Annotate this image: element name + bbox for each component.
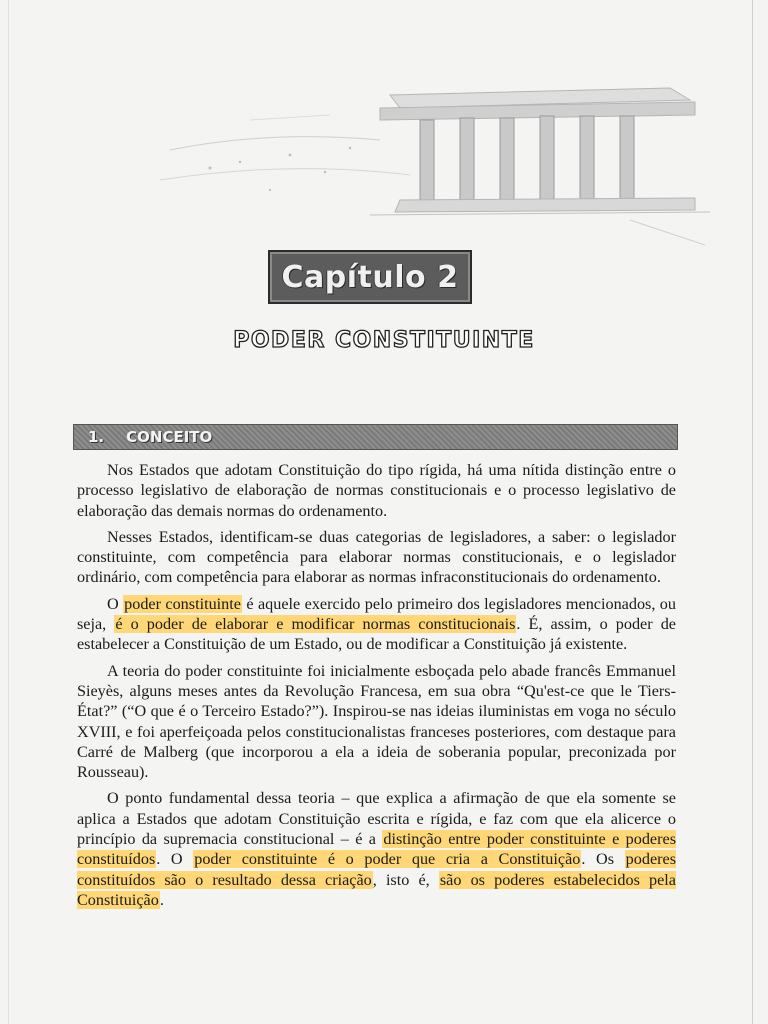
section-heading-bar	[73, 424, 678, 450]
classical-building-illustration	[150, 60, 710, 260]
section-title: CONCEITO	[126, 428, 213, 446]
chapter-label: Capítulo 2	[281, 259, 459, 295]
text-segment: O ponto fundamental dessa teoria – que explica a afirmação de que ela somente se aplica a Estados que adotam Constituição escrita e rígida, e faz com que ela alicerce o princípio da supremacia constitucional – é a	[77, 789, 676, 849]
paragraph	[77, 594, 676, 655]
highlighted-text: poder constituinte	[124, 594, 241, 613]
page-edge-right	[752, 0, 753, 1024]
text-segment: . É, assim, o poder de estabelecer a Constituição de um Estado, ou de modificar a Constituição já existente.	[77, 615, 676, 654]
chapter-title: PODER CONSTITUINTE	[233, 328, 535, 353]
text-segment: . O	[156, 850, 194, 869]
highlighted-text: é o poder de elaborar e modificar normas constitucionais	[115, 615, 516, 634]
paragraph	[77, 788, 676, 910]
text-segment: é aquele exercido pelo primeiro dos legisladores mencionados, ou seja,	[77, 594, 676, 634]
chapter-label-box	[268, 250, 472, 304]
paragraph	[77, 661, 676, 783]
highlighted-text: distinção entre poder constituinte e poderes constituídos	[77, 830, 676, 869]
text-segment: .	[159, 890, 164, 909]
text-segment: Nesses Estados, identificam-se duas categorias de legisladores, a saber: o legislador constituinte, com competência para elaborar normas constitucionais, e o legislador ordinário, com competência para elaborar as normas infraconstitucionais do ordenamento.	[77, 527, 676, 587]
highlighted-text: poder constituinte é o poder que cria a Constituição	[194, 850, 581, 869]
text-segment: Nos Estados que adotam Constituição do tipo rígida, há uma nítida distinção entre o processo legislativo de elaboração de normas constitucionais e o processo legislativo de elaboração das demais normas do ordenamento.	[77, 461, 676, 520]
text-segment: . Os	[581, 850, 625, 869]
section-number: 1.	[88, 428, 105, 446]
highlighted-text: poderes constituídos são o resultado dessa criação	[77, 850, 676, 889]
text-segment: , isto é,	[372, 870, 439, 889]
text-segment: O	[107, 594, 124, 613]
paragraph	[77, 527, 676, 588]
paragraph	[77, 460, 676, 521]
page-edge-left	[8, 0, 9, 1024]
body-text	[77, 460, 676, 916]
text-segment: A teoria do poder constituinte foi inicialmente esboçada pelo abade francês Emmanuel Sieyès, alguns meses antes da Revolução Francesa, em sua obra “Qu'est-ce que le Tiers-État?” (“O que é o Terceiro Estado?”). Inspirou-se nas ideias iluministas em voga no século XVIII, e foi aperfeiçoada pelos constitucionalistas franceses posteriores, com destaque para Carré de Malberg (que incorporou a ela a ideia de soberania popular, preconizada por Rousseau).	[77, 661, 676, 782]
highlighted-text: são os poderes estabelecidos pela Constituição	[77, 870, 676, 909]
